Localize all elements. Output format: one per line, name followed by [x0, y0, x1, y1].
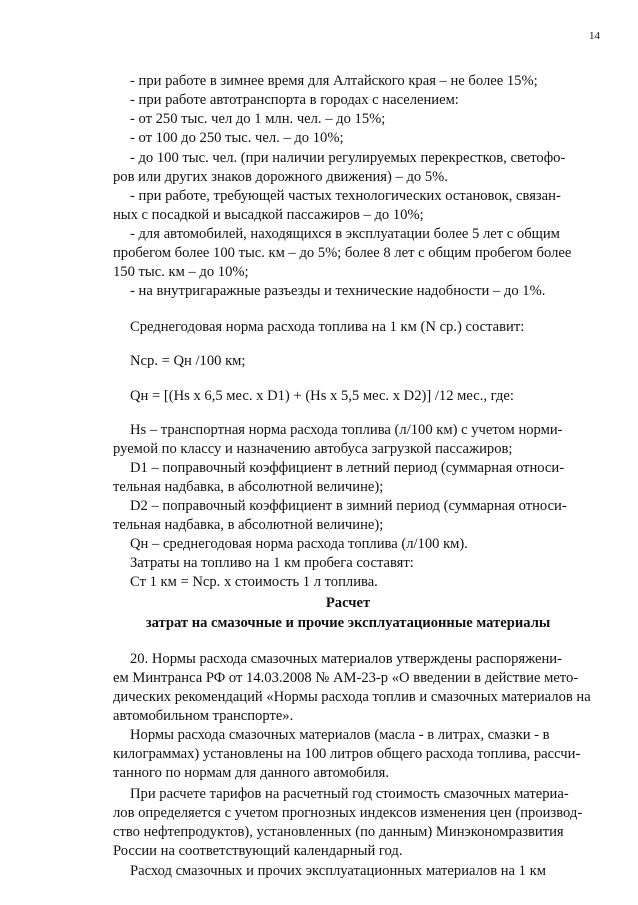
text-line: - при работе, требующей частых технологических остановок, связан-: [130, 188, 561, 204]
text-line: Нормы расхода смазочных материалов (масла - в литрах, смазки - в: [130, 727, 550, 743]
text-line: килограммах) установлены на 100 литров общего расхода топлива, рассчи-: [113, 746, 581, 762]
text-line: дических рекомендаций «Нормы расхода топлив и смазочных материалов на: [113, 689, 591, 705]
text-line: - при работе автотранспорта в городах с населением:: [130, 92, 459, 108]
page-number: 14: [589, 30, 600, 42]
section-subheading: затрат на смазочные и прочие эксплуатационные материалы: [145, 615, 551, 631]
text-line: Ст 1 км = Ncp. х стоимость 1 л топлива.: [130, 574, 378, 590]
text-line: - до 100 тыс. чел. (при наличии регулируемых перекрестков, светофо-: [130, 150, 566, 166]
text-line: - от 100 до 250 тыс. чел. – до 10%;: [130, 130, 344, 146]
text-line: руемой по классу и назначению автобуса загрузкой пассажиров;: [113, 441, 513, 457]
text-line: танного по нормам для данного автомобиля.: [113, 765, 390, 781]
section-heading: Расчет: [325, 595, 371, 611]
text-line: - на внутригаражные разъезды и технические надобности – до 1%.: [130, 283, 546, 299]
text-line: - при работе в зимнее время для Алтайского края – не более 15%;: [130, 73, 538, 89]
text-line: ство нефтепродуктов), установленных (по данным) Минэкономразвития: [113, 824, 564, 840]
text-line: России на соответствующий календарный год.: [113, 843, 403, 859]
text-line: лов определяется с учетом прогнозных индексов изменения цен (производ-: [113, 805, 583, 821]
text-line: При расчете тарифов на расчетный год стоимость смазочных материа-: [130, 786, 569, 802]
text-line: Затраты на топливо на 1 км пробега составят:: [130, 555, 414, 571]
formula-line: Ncp. = Qн /100 км;: [130, 353, 246, 369]
text-line: Среднегодовая норма расхода топлива на 1 км (N ср.) составит:: [130, 319, 525, 335]
text-line: 150 тыс. км – до 10%;: [113, 264, 249, 280]
text-line: пробегом более 100 тыс. км – до 5%; более 8 лет с общим пробегом более: [113, 245, 572, 261]
text-line: тельная надбавка, в абсолютной величине);: [113, 517, 384, 533]
text-line: 20. Нормы расхода смазочных материалов утверждены распоряжени-: [130, 651, 562, 667]
text-line: - для автомобилей, находящихся в эксплуатации более 5 лет с общим: [130, 226, 560, 242]
text-line: ных с посадкой и высадкой пассажиров – до 10%;: [113, 207, 424, 223]
text-line: ров или других знаков дорожного движения) – до 5%.: [113, 169, 448, 185]
text-line: Hs – транспортная норма расхода топлива (л/100 км) с учетом норми-: [130, 422, 563, 438]
text-line: ем Минтранса РФ от 14.03.2008 № АМ-23-р «О введении в действие мето-: [113, 670, 579, 686]
text-line: Qн – среднегодовая норма расхода топлива (л/100 км).: [130, 536, 468, 552]
text-line: D1 – поправочный коэффициент в летний период (суммарная относи-: [130, 460, 565, 476]
text-line: Расход смазочных и прочих эксплуатационных материалов на 1 км: [130, 863, 546, 879]
text-line: тельная надбавка, в абсолютной величине);: [113, 479, 384, 495]
text-line: D2 – поправочный коэффициент в зимний период (суммарная относи-: [130, 498, 567, 514]
formula-line: Qн = [(Hs x 6,5 мес. x D1) + (Hs x 5,5 мес. x D2)] /12 мес., где:: [130, 388, 514, 404]
text-line: автомобильном транспорте».: [113, 708, 294, 724]
text-line: - от 250 тыс. чел до 1 млн. чел. – до 15%;: [130, 111, 386, 127]
